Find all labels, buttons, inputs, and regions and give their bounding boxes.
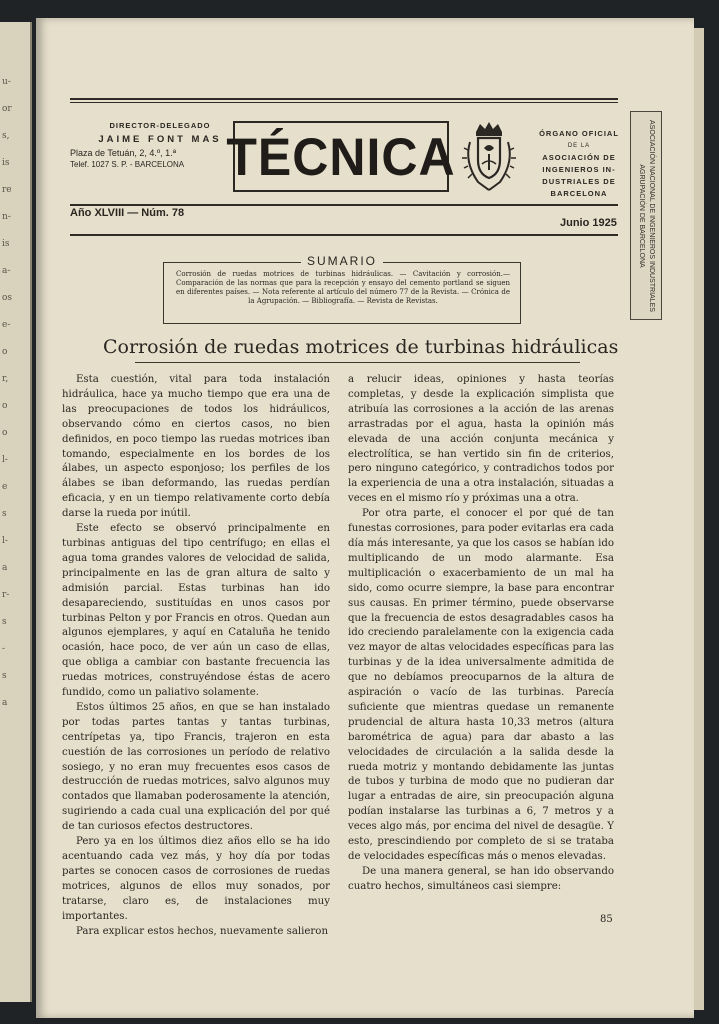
stamp-line: ASOCIACIÓN NACIONAL DE INGENIEROS INDUSTRIALES [648,119,655,312]
organ-line: DE LA [567,143,591,149]
paragraph: a relucir ideas, opiniones y hasta teorías completas, y desde la explicación simplista que atribuía las corrosiones a la acción de las arenas arrastradas por el agua, hasta la opinión más elevada de una acción conjunta mecánica y electrolítica, se han vertido sin fin de criterios, pero ninguno categórico, y contradichos todos por la experiencia de una a otra instalación, situadas a veces en el mismo río y próximas una a otra. [348,374,614,505]
library-stamp [630,111,662,320]
left-page-fragment: r, [2,374,9,384]
paragraph: Pero ya en los últimos diez años ello se ha ido acentuando cada vez más, y hoy día por todas partes se conocen casos de corrosiones de ruedas motrices, algunos de ellos muy sonados, por tratarse, claro es, de instalaciones muy importantes. [62,836,330,922]
top-rule [70,98,618,100]
adjacent-left-page [0,22,32,1002]
lower-rule [70,234,618,236]
issue-number: Año XLVIII — Núm. 78 [70,207,185,219]
summary-title: SUMARIO [301,254,383,268]
header-left-block [70,121,250,169]
left-page-fragment: - [2,644,6,654]
article-column-left [62,373,330,939]
left-page-fragment: n- [2,212,11,222]
left-page-fragment: is [2,158,10,168]
left-page-fragment: a- [2,266,11,276]
issue-date: Junio 1925 [560,217,617,229]
left-page-fragment: s [2,671,7,681]
stamp-line: AGRUPACIÓN DE BARCELONA [638,163,645,268]
magazine-logo [226,121,456,192]
document-page [36,18,694,1018]
article-title: Corrosión de ruedas motrices de turbinas hidráulicas [103,336,619,358]
paragraph: De una manera general, se han ido observando cuatro hechos, simultáneos casi siempre: [348,865,614,892]
left-page-fragment: e [2,482,8,492]
top-rule-thin [70,102,618,103]
director-name: JAIME FONT MAS [98,134,222,145]
organ-line: DUSTRIALES DE [542,177,616,186]
summary-body: Corrosión de ruedas motrices de turbinas hidráulicas. — Cavitación y corrosión.— Comparación de las normas que para la recepción y ensayo del cemento portland se siguen en diferentes países. — Nota referente al artículo del número 77 de la Revista. — Crónica de la Agrupación. — Bibliografía. — Revista de Revistas. [176,270,510,305]
paragraph: Por otra parte, el conocer el por qué de tan funestas corrosiones, para poder evitarlas era cada día más interesante, ya que los casos se habían ido multiplicando de un modo alarmante. Esa multiplicación o exacerbamiento de un mal ha sido, como ocurre siempre, la base para encontrar sus causas. En primer término, puede observarse que la frecuencia de estos desagradables casos ha ido creciendo paralelamente con la exigencia cada vez mayor de altas velocidades específicas para las turbinas y de la idea universalmente admitida de que no debíamos preocuparnos de la altura de aspiración o vacío de las turbinas. Parecía suficiente que mientras quedase un remanente prudencial de altura hasta 10,33 metros (altura barométrica de agua) para dar abasto a las velocidades de circulación a la salida desde la rueda motriz y montando debidamente las juntas de tubos y turbina de modo que no pudieran dar lugar a entradas de aire, sin preocupación alguna podían instalarse las turbinas a 6, 7 metros y a veces algo más, por encima del nivel de desagüe. Y esto, prescindiendo por completo de si se trataba de velocidades específicas más o menos elevadas. [348,508,614,862]
left-page-fragment: os [2,293,13,303]
paragraph: Estos últimos 25 años, en que se han instalado por todas partes tantas y tantas turbinas, centrípetas ya, tipo Francis, trajeron en esta cuestión de las corrosiones un período de relativo sosiego, y no eran muy frecuentes esos casos de destrucción de ruedas motrices, salvo algunos muy contados que llamaban poderosamente la atención, sugiriendo a cada cual una explicación del por qué de tan curiosos efectos destructores. [62,701,330,833]
page-number: 85 [600,914,613,925]
paragraph: Esta cuestión, vital para toda instalación hidráulica, hace ya mucho tiempo que era una de las preocupaciones de todos los hidráulicos, observando cómo en ciertos casos, no bien definidos, en poco tiempo las ruedas motrices iban tomando, especialmente en los bordes de los álabes, un aspecto esponjoso; los perfiles de los álabes se iban deformando, las ruedas perdían eficacia, y en un tiempo relativamente corto debía darse la rueda por inútil. [62,374,330,520]
paragraph: Este efecto se observó principalmente en turbinas antiguas del tipo centrífugo; en ellas el agua toma grandes valores de velocidad de salida, principalmente en las de gran altura de salto y admisión parcial. Estas turbinas han ido desapareciendo, sustituídas en unos casos por turbinas Pelton y por Francis en otros. Quedan aun algunos ejemplares, y aquí en Cataluña he tenido ocasión, hace poco, de ver aún un caso de ellas, que obliga a cambiar con bastante frecuencia las ruedas motrices, construyéndose éstas de acero fundido, como un paliativo solamente. [62,523,330,699]
left-page-fragment: o [2,428,8,438]
organ-line: BARCELONA [550,189,608,198]
left-page-fragment: e- [2,320,11,330]
organ-line: INGENIEROS IN- [542,165,616,174]
left-page-fragment: r- [2,590,10,600]
left-page-fragment: l- [2,455,8,465]
page-edge [694,28,704,1010]
address: Plaza de Tetuán, 2, 4.º, 1.ª [70,148,177,158]
left-page-fragment: a [2,698,8,708]
mid-rule [70,204,618,206]
left-page-fragment: s [2,617,7,627]
left-page-fragment: a [2,563,8,573]
left-page-fragment: s [2,509,7,519]
telephone: Telef. 1027 S. P. - BARCELONA [70,160,185,169]
organ-block [534,128,624,200]
left-page-fragment: re [2,185,12,195]
director-label: DIRECTOR-DELEGADO [109,121,211,130]
left-page-fragment: l- [2,536,8,546]
left-page-fragment: u- [2,77,11,87]
left-page-fragment: o [2,401,8,411]
left-page-fragment: s, [2,131,10,141]
coat-of-arms-icon [458,118,520,198]
paragraph: Para explicar estos hechos, nuevamente salieron [76,925,329,937]
left-page-fragment: or [2,104,12,114]
title-underline [135,362,580,363]
article-column-right [348,373,614,895]
left-page-fragment: is [2,239,10,249]
organ-line: ASOCIACIÓN DE [542,153,616,162]
organ-line: ÓRGANO OFICIAL [539,129,619,138]
summary-box [163,254,521,324]
magazine-title: TÉCNICA [226,127,456,186]
left-page-fragment: o [2,347,8,357]
